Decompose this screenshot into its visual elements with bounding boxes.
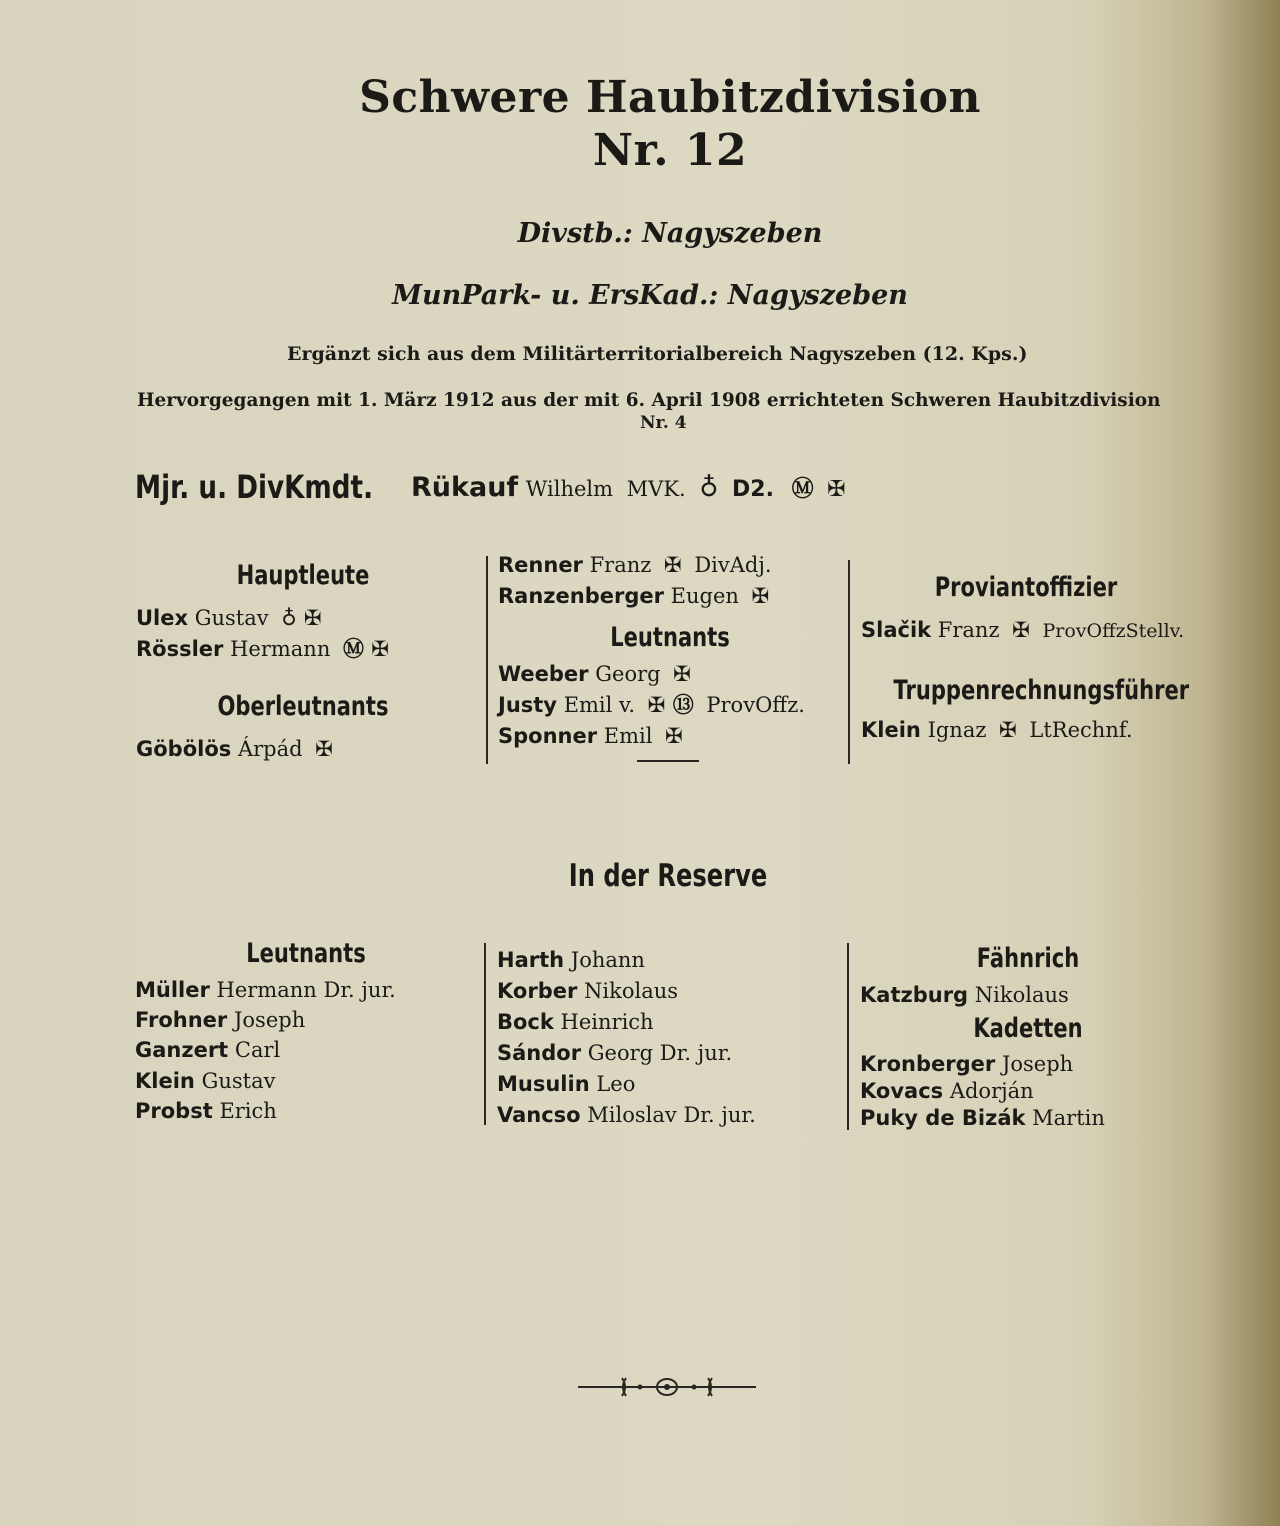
commander-name-row	[411, 472, 852, 503]
commander-row	[135, 468, 374, 506]
heading-leutnants: Leutnants	[610, 622, 730, 653]
heading-reserve-leutnants: Leutnants	[246, 938, 366, 969]
commander-d2: D2.	[732, 477, 774, 502]
list-item: Frohner Joseph	[135, 1008, 306, 1032]
commander-given: Wilhelm	[525, 477, 614, 501]
list-item: Sándor Georg Dr. jur.	[497, 1041, 733, 1065]
heading-hauptleute: Hauptleute	[236, 560, 370, 591]
section-underline	[637, 760, 699, 762]
list-item: Weeber Georg ✠	[498, 662, 691, 686]
cross-icon: ✠	[827, 477, 846, 502]
list-item: Slačik Franz ✠ ProvOffzStellv.	[861, 618, 1185, 642]
list-item: Bock Heinrich	[497, 1010, 654, 1034]
heading-oberleutnants: Oberleutnants	[217, 691, 389, 722]
list-item: Harth Johann	[497, 948, 645, 972]
heading-truppenrechnungsfuehrer: Truppenrechnungsführer	[893, 675, 1190, 706]
list-item: Renner Franz ✠ DivAdj.	[498, 553, 772, 577]
column-divider	[484, 943, 486, 1125]
commander-surname: Rükauf	[411, 472, 519, 503]
column-divider	[486, 556, 488, 764]
list-item: Justy Emil v. ✠ ⑬ ProvOffz.	[498, 693, 805, 717]
list-item: Kronberger Joseph	[860, 1052, 1074, 1076]
list-item: Ulex Gustav ♁ ✠	[136, 606, 322, 630]
origin-line-number: Nr. 4	[640, 413, 687, 433]
divisional-staff-line: Divstb.: Nagyszeben	[517, 218, 823, 249]
m-medal-icon: Ⓜ	[791, 477, 814, 502]
heading-faehnrich: Fähnrich	[976, 943, 1080, 974]
commander-honors: MVK.	[626, 477, 686, 501]
page-title: Schwere Haubitzdivision	[359, 72, 981, 123]
list-item: Musulin Leo	[497, 1072, 636, 1096]
recruitment-line: Ergänzt sich aus dem Militärterritorialbereich Nagyszeben (12. Kps.)	[287, 343, 1028, 365]
bell-icon: ♁	[699, 473, 719, 503]
column-divider	[847, 943, 849, 1130]
heading-kadetten: Kadetten	[973, 1013, 1083, 1044]
list-item: Probst Erich	[135, 1099, 277, 1123]
list-item: Ranzenberger Eugen ✠	[498, 584, 770, 608]
column-divider	[848, 560, 850, 764]
ornament-divider	[576, 1372, 758, 1402]
page-subtitle-number: Nr. 12	[592, 125, 748, 176]
list-item: Katzburg Nikolaus	[860, 983, 1069, 1007]
commander-rank: Mjr. u. DivKmdt.	[135, 468, 374, 506]
munpark-line: MunPark- u. ErsKad.: Nagyszeben	[392, 280, 908, 311]
list-item: Ganzert Carl	[135, 1038, 281, 1062]
list-item: Rössler Hermann Ⓜ ✠	[136, 637, 389, 661]
list-item: Korber Nikolaus	[497, 979, 679, 1003]
heading-in-der-reserve: In der Reserve	[568, 858, 768, 894]
origin-line: Hervorgegangen mit 1. März 1912 aus der mit 6. April 1908 errichteten Schweren Haubitzdivision	[137, 390, 1161, 411]
list-item: Müller Hermann Dr. jur.	[135, 978, 396, 1002]
list-item: Klein Gustav	[135, 1069, 276, 1093]
list-item: Vancso Miloslav Dr. jur.	[497, 1103, 756, 1127]
list-item: Sponner Emil ✠	[498, 724, 683, 748]
list-item: Klein Ignaz ✠ LtRechnf.	[861, 718, 1133, 742]
list-item: Göbölös Árpád ✠	[136, 737, 333, 761]
heading-proviantoffizier: Proviantoffizier	[934, 572, 1118, 603]
list-item: Kovacs Adorján	[860, 1079, 1034, 1103]
list-item: Puky de Bizák Martin	[860, 1106, 1105, 1130]
